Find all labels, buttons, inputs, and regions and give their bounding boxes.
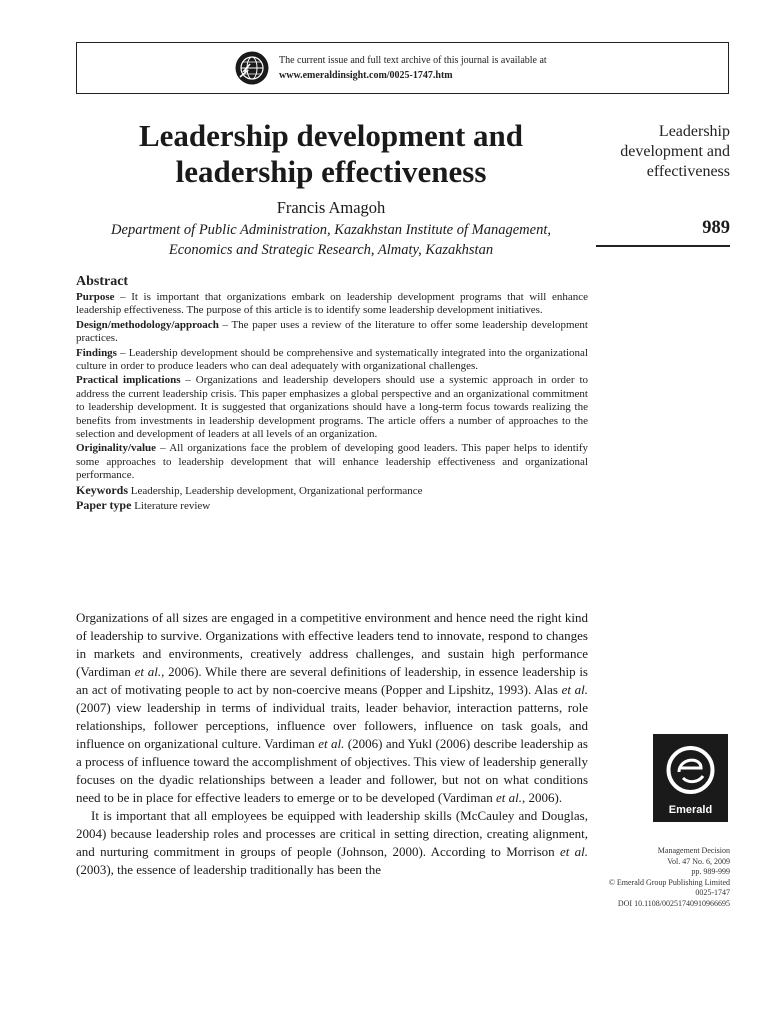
body-text-run: , 2006). — [522, 790, 563, 805]
body-text-run: (2007) view leadership in terms of individual traits, leader behavior, interaction patterns, role relationships, follower perceptions, influence over followers, influence on task goals, and influence on organizational culture. Vardiman — [76, 700, 588, 751]
journal-pages: pp. 989-999 — [691, 867, 730, 876]
journal-issn: 0025-1747 — [695, 888, 730, 897]
body-text-run: , 2006). While there are several definitions of leadership, in essence leadership is an act of motivating people to act by non-coercive means (Popper and Lipshitz, 1993). Alas — [76, 664, 588, 697]
author-name: Francis Amagoh — [276, 198, 386, 217]
paper-type-text: Literature review — [131, 500, 211, 513]
abstract — [76, 273, 588, 515]
body-text — [76, 609, 588, 879]
access-line: The current issue and full text archive of this journal is available at — [279, 55, 547, 66]
abstract-text: – All organizations face the problem of developing good leaders. This paper helps to identify some approaches to leadership development that will enhance leadership effectiveness and organizational performance. — [76, 442, 588, 482]
body-text-run: It is important that all employees be equipped with leadership skills (McCauley and Douglas, 2004) because leadership roles and processes are critical in setting direction, creating alignment, and nurturing commitment in groups of people (Johnson, 2000). According to Morrison — [76, 808, 588, 859]
running-head-line-3: effectiveness — [646, 163, 730, 180]
body-paragraph-1 — [76, 609, 588, 807]
body-italic-run: et al. — [561, 682, 589, 697]
affiliation-line-2: Economics and Strategic Research, Almaty, Kazakhstan — [168, 242, 494, 258]
journal-copyright: © Emerald Group Publishing Limited — [608, 877, 730, 887]
journal-name: Management Decision — [657, 846, 730, 855]
journal-doi: DOI 10.1108/00251740910966695 — [617, 898, 730, 908]
article-title — [76, 118, 586, 190]
running-head-line-2: development and — [620, 143, 730, 160]
author-affiliation — [76, 220, 586, 260]
running-head-line-1: Leadership — [658, 123, 730, 140]
emerald-logo-text: Emerald — [668, 804, 713, 816]
abstract-design — [76, 319, 588, 346]
running-head — [570, 122, 730, 182]
emerald-e-icon — [653, 738, 728, 806]
abstract-purpose — [76, 291, 588, 318]
title-block — [76, 118, 586, 260]
abstract-label: Design/methodology/approach — [76, 318, 219, 331]
abstract-text: – The paper uses a review of the literature to offer some leadership development practices. — [76, 318, 588, 345]
page-number-rule — [596, 245, 730, 247]
body-italic-run: et al. — [318, 736, 345, 751]
abstract-heading: Abstract — [76, 274, 129, 289]
keywords-text: Leadership, Leadership development, Organizational performance — [128, 484, 423, 497]
abstract-label: Originality/value — [76, 442, 157, 455]
abstract-text: – Leadership development should be comprehensive and systematically integrated into the organizational culture in order to produce leaders who can deal adequately with organizational challenges. — [76, 346, 588, 373]
body-paragraph-2 — [76, 807, 588, 879]
abstract-originality — [76, 442, 588, 482]
body-text-run: (2006) and Yukl (2006) describe leadership as a process of influence toward the accomplishment of objectives. This view of leadership generally focuses on the dyadic relationships between a leader and follower, but not on what conditions need to be in place for effective leaders to emerge or to be developed (Vardiman — [76, 736, 588, 805]
globe-icon — [235, 51, 269, 85]
access-url-link[interactable]: www.emeraldinsight.com/0025-1747.htm — [279, 70, 453, 81]
emerald-logo — [653, 734, 728, 822]
body-italic-run: et al. — [134, 664, 162, 679]
journal-volume: Vol. 47 No. 6, 2009 — [667, 856, 730, 866]
page-number: 989 — [702, 218, 730, 238]
paper-type-label: Paper type — [76, 498, 132, 513]
abstract-text: – It is important that organizations embark on leadership development programs that will enhance leadership effectiveness. The purpose of this article is to identify some leadership development initiatives. — [76, 291, 588, 317]
abstract-text: – Organizations and leadership developers should use a systemic approach in order to address the current leadership crisis. This paper emphasizes a global perspective and an organizational commitment to leadership development. It is suggested that organizations should have a long-term focus towards realizing the benefits from investments in leadership development programs. The article offers a number of approaches to the selection and development of leaders at all levels of an organization. — [76, 374, 588, 441]
keywords — [76, 484, 588, 498]
abstract-findings — [76, 347, 588, 374]
body-text-run: (2003), the essence of leadership traditionally has been the — [76, 862, 382, 877]
abstract-practical-implications — [76, 374, 588, 441]
access-text — [279, 53, 547, 83]
title-line-1: Leadership development and — [138, 118, 524, 153]
body-text-run: Organizations of all sizes are engaged in a competitive environment and hence need the right kind of leadership to survive. Organizations with effective leaders tend to innovate, respond to changes in markets and environments, creatively address challenges, and sustain high performance (Vardiman — [76, 610, 588, 679]
keywords-label: Keywords — [76, 482, 128, 497]
abstract-label: Practical implications — [76, 374, 181, 387]
journal-access-box — [76, 42, 729, 94]
body-italic-run: et al. — [496, 790, 523, 805]
abstract-label: Purpose — [76, 291, 115, 303]
abstract-label: Findings — [76, 346, 117, 359]
title-line-2: leadership effectiveness — [175, 154, 487, 189]
affiliation-line-1: Department of Public Administration, Kazakhstan Institute of Management, — [111, 222, 551, 238]
journal-metadata — [560, 846, 730, 909]
paper-type — [76, 499, 588, 513]
body-italic-run: et al. — [559, 844, 588, 859]
